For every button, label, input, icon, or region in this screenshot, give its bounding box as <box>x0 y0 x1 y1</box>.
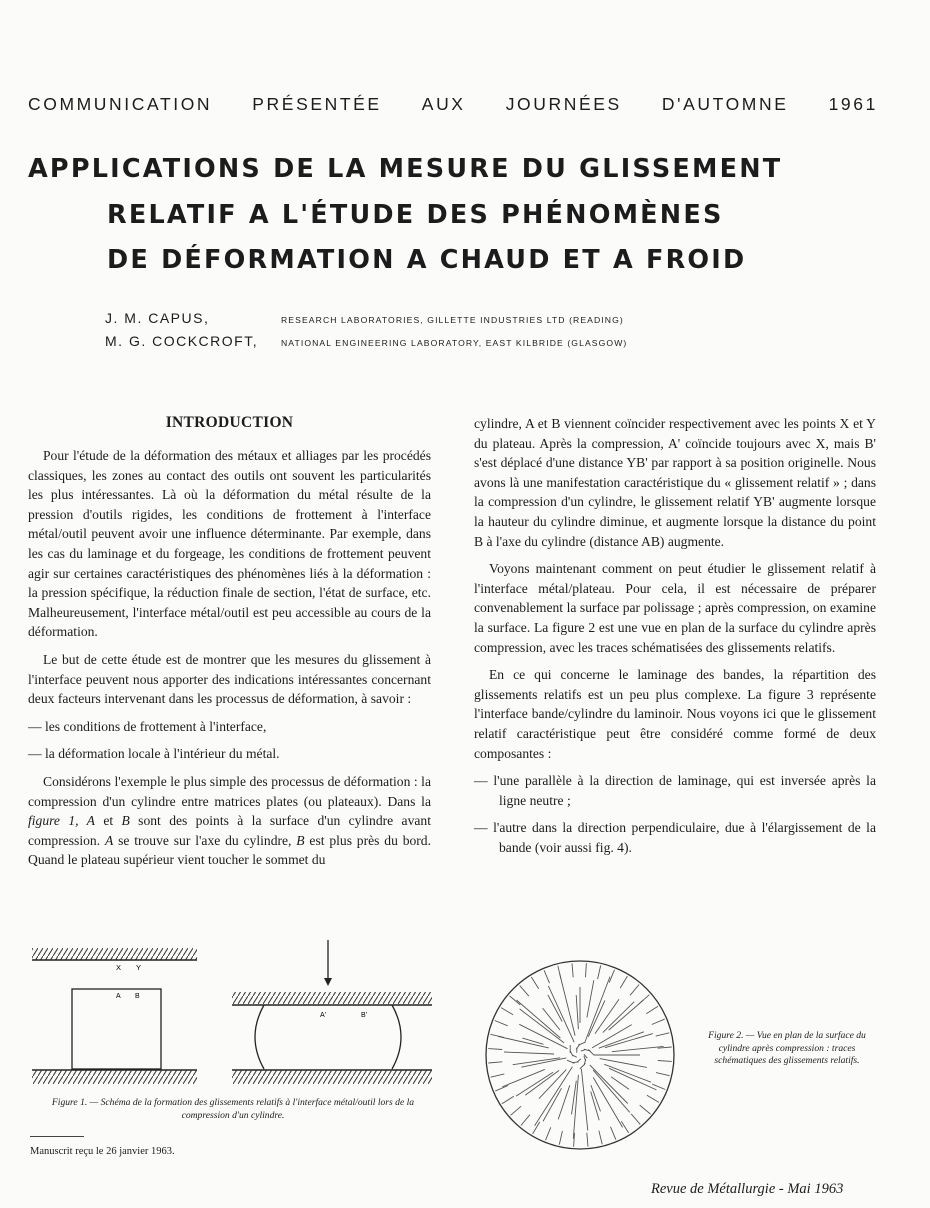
right-column <box>474 414 876 865</box>
slip-trace <box>519 1024 567 1048</box>
variable: B <box>296 832 305 848</box>
slip-trace-outer <box>546 1127 551 1140</box>
slip-trace-outer <box>611 1127 616 1140</box>
label-x: X <box>116 963 122 972</box>
slip-trace-outer <box>510 996 521 1005</box>
slip-trace <box>603 1002 634 1033</box>
label-a: A <box>116 993 121 1000</box>
section-heading: INTRODUCTION <box>165 414 294 431</box>
figure-2-diagram <box>480 955 680 1155</box>
slip-trace-center <box>588 1050 594 1056</box>
slip-trace-center <box>580 1063 586 1069</box>
variable: B <box>121 813 130 829</box>
slip-trace-outer <box>586 963 587 977</box>
text-run: est plus près du bord. Quand le plateau supérieur vient toucher le sommet du <box>28 832 432 868</box>
header-word: AUX <box>421 94 466 114</box>
author-list <box>105 310 627 356</box>
slip-trace <box>543 1088 562 1121</box>
slip-trace <box>612 1046 664 1051</box>
slip-trace-outer <box>640 1105 651 1114</box>
label-b-prime: B' <box>361 1012 368 1019</box>
title-line-3: DE DÉFORMATION A CHAUD ET A FROID <box>107 245 747 275</box>
header-word: PRÉSENTÉE <box>252 94 382 114</box>
left-column <box>28 412 431 878</box>
author-name: J. M. CAPUS, <box>105 310 210 326</box>
list-item: — la déformation locale à l'intérieur du métal. <box>28 746 280 762</box>
slip-trace-outer <box>495 1086 508 1091</box>
slip-trace-outer <box>598 965 601 979</box>
slip-trace-outer <box>646 1006 658 1013</box>
slip-trace <box>609 1000 644 1030</box>
slip-trace <box>535 1067 573 1126</box>
slip-trace <box>600 1059 647 1068</box>
slip-trace <box>592 1025 632 1048</box>
title-line-1: APPLICATIONS DE LA MESURE DU GLISSEMENT <box>28 154 783 184</box>
slip-trace-outer <box>587 1133 588 1147</box>
label-b: B <box>135 993 140 1000</box>
slip-trace-outer <box>491 1074 505 1077</box>
slip-trace <box>516 1072 553 1096</box>
slip-trace-outer <box>652 1019 665 1024</box>
label-y: Y <box>136 963 142 972</box>
slip-trace-outer <box>631 1114 640 1125</box>
slip-trace-outer <box>658 1061 672 1062</box>
slip-trace <box>576 995 578 1029</box>
header-word: COMMUNICATION <box>28 94 213 114</box>
load-arrow-head <box>324 978 332 986</box>
slip-trace-outer <box>495 1021 508 1026</box>
slip-trace-center <box>578 1042 585 1045</box>
author-affiliation: NATIONAL ENGINEERING LABORATORY, EAST KILBRIDE (GLASGOW) <box>281 338 628 348</box>
figure-2-caption: Figure 2. — Vue en plan de la surface du cylindre après compression : traces schématiques des glissements relatifs. <box>708 1030 866 1066</box>
slip-trace-outer <box>531 977 538 989</box>
text-run: sont des points à la surface d'un cylindre avant compression. <box>28 813 431 848</box>
slip-trace-outer <box>639 995 650 1004</box>
slip-trace <box>502 1069 545 1086</box>
header-word: 1961 <box>828 94 878 114</box>
slip-trace-outer <box>656 1073 670 1076</box>
slip-trace <box>609 1068 656 1090</box>
slip-trace-outer <box>572 963 573 977</box>
figure-reference: figure 1, A <box>28 813 95 829</box>
top-platen-hatch <box>232 992 432 1004</box>
slip-trace-outer <box>599 1131 602 1145</box>
text-run: et <box>94 813 122 829</box>
slip-trace-outer <box>488 1049 502 1050</box>
slip-trace-outer <box>558 966 561 980</box>
slip-trace-outer <box>630 985 639 996</box>
text-run: Considérons l'exemple le plus simple des processus de déformation : la compression d'un cylindre entre matrices plates (ou plateaux). Dans la <box>28 773 431 809</box>
slip-trace-outer <box>521 1115 530 1126</box>
header-word: JOURNÉES <box>505 94 622 114</box>
author-row <box>105 333 627 356</box>
title-line-2: RELATIF A L'ÉTUDE DES PHÉNOMÈNES <box>107 200 724 230</box>
slip-trace-outer <box>520 986 529 997</box>
paragraph: Le but de cette étude est de montrer que les mesures du glissement à l'interface peuvent nous apporter des indications intéressantes concernant deux facteurs intervenant dans les processus de déformation, à savoir : <box>28 651 431 707</box>
cylinder-after-right <box>392 1005 401 1069</box>
top-platen-hatch <box>32 948 197 960</box>
paragraph: Pour l'étude de la déformation des métaux et alliages par les procédés classiques, les zones au contact des outils ont souvent les particularités les plus intéressantes. Là où la déformation du métal résulte de la pression d'outils rigides, les conditions de frottement à l'interface métal/outil peuvent avoir une influence déterminante. Par exemple, dans les cas du laminage et du forgeage, les conditions de frottement peuvent agir sur certaines caractéristiques des phénomènes liés à la déformation : la pression spécifique, la réduction finale de section, l'état de surface, etc. Malheureusement, l'interface métal/outil est peu accessible au cours de la déformation. <box>28 448 431 640</box>
author-affiliation: RESEARCH LABORATORIES, GILLETTE INDUSTRIES LTD (READING) <box>281 315 624 325</box>
slip-trace-outer <box>656 1033 670 1036</box>
slip-trace <box>504 1052 554 1054</box>
author-row <box>105 310 627 333</box>
bottom-platen-hatch <box>232 1070 432 1084</box>
journal-reference: Revue de Métallurgie - Mai 1963 <box>651 1181 844 1197</box>
paragraph: En ce qui concerne le laminage des bandes, la répartition des glissements relatifs est un peu plus complexe. La figure 3 représente l'interface bande/cylindre du laminoir. Nous voyons ici que le glissement relatif caractéristique peut être considéré comme formé de deux composantes : <box>474 667 876 761</box>
slip-trace-outer <box>620 976 627 988</box>
variable: A <box>104 832 114 848</box>
figure-1-diagram <box>28 940 438 1090</box>
figure-1-caption: Figure 1. — Schéma de la formation des glissements relatifs à l'interface métal/outil lors de la compression d'un cylindre. <box>51 1097 415 1121</box>
slip-trace-outer <box>502 1096 514 1103</box>
header-word: D'AUTOMNE <box>661 94 789 114</box>
footnote-rule <box>30 1136 84 1137</box>
paragraph: cylindre, A et B viennent coïncider respectivement avec les points X et Y du plateau. Après la compression, A' coïncide toujours avec X, mais B' s'est déplacé d'une distance YB' par rapport à sa position originelle. Nous avons là une manifestation caractéristique du « glissement relatif » ; dans la compression d'un cylindre, le glissement relatif YB' augmente lorsque la hauteur du cylindre diminue, et augmente lorsque la distance du point B à l'axe du cylindre (distance AB) augmente. <box>474 416 876 549</box>
slip-trace-outer <box>609 970 614 983</box>
footnote: Manuscrit reçu le 26 janvier 1963. <box>30 1146 175 1157</box>
list-item: — l'une parallèle à la direction de laminage, qui est inversée après la ligne neutre ; <box>474 773 876 808</box>
text-run: se trouve sur l'axe du cylindre, <box>113 832 297 848</box>
slip-trace-outer <box>544 970 549 983</box>
slip-trace-center <box>567 1060 574 1063</box>
list-item: — l'autre dans la direction perpendiculaire, due à l'élargissement de la bande (voir aussi fig. 4). <box>474 820 876 855</box>
author-name: M. G. COCKCROFT, <box>105 333 259 349</box>
slip-traces <box>488 963 672 1147</box>
slip-trace-outer <box>647 1095 659 1102</box>
list-item: — les conditions de frottement à l'interface, <box>28 718 267 734</box>
slip-trace-outer <box>511 1106 521 1115</box>
paragraph <box>28 772 431 870</box>
slip-trace <box>520 1009 565 1043</box>
paragraph: Voyons maintenant comment on peut étudier le glissement relatif à l'interface métal/plateau. Pour cela, il est nécessaire de préparer convenablement la surface par polissage ; après compression, on examine la surface. La figure 2 est une vue en plan de la surface du cylindre après compression, avec les traces schématisées des glissements relatifs. <box>474 561 876 655</box>
conference-header <box>28 94 878 115</box>
slip-trace <box>539 1070 566 1099</box>
cylinder-after-left <box>255 1005 264 1069</box>
bottom-platen-hatch <box>32 1070 197 1084</box>
slip-trace <box>522 1038 543 1044</box>
slip-trace <box>611 1077 629 1090</box>
slip-trace <box>543 1008 560 1030</box>
cylinder-before <box>72 989 161 1069</box>
label-a-prime: A' <box>320 1012 327 1019</box>
slip-trace-outer <box>559 1131 562 1145</box>
slip-trace-outer <box>490 1034 504 1037</box>
slip-trace <box>587 980 594 1017</box>
slip-trace-outer <box>488 1062 502 1063</box>
slip-trace-outer <box>501 1008 513 1015</box>
slip-trace <box>581 1069 587 1131</box>
